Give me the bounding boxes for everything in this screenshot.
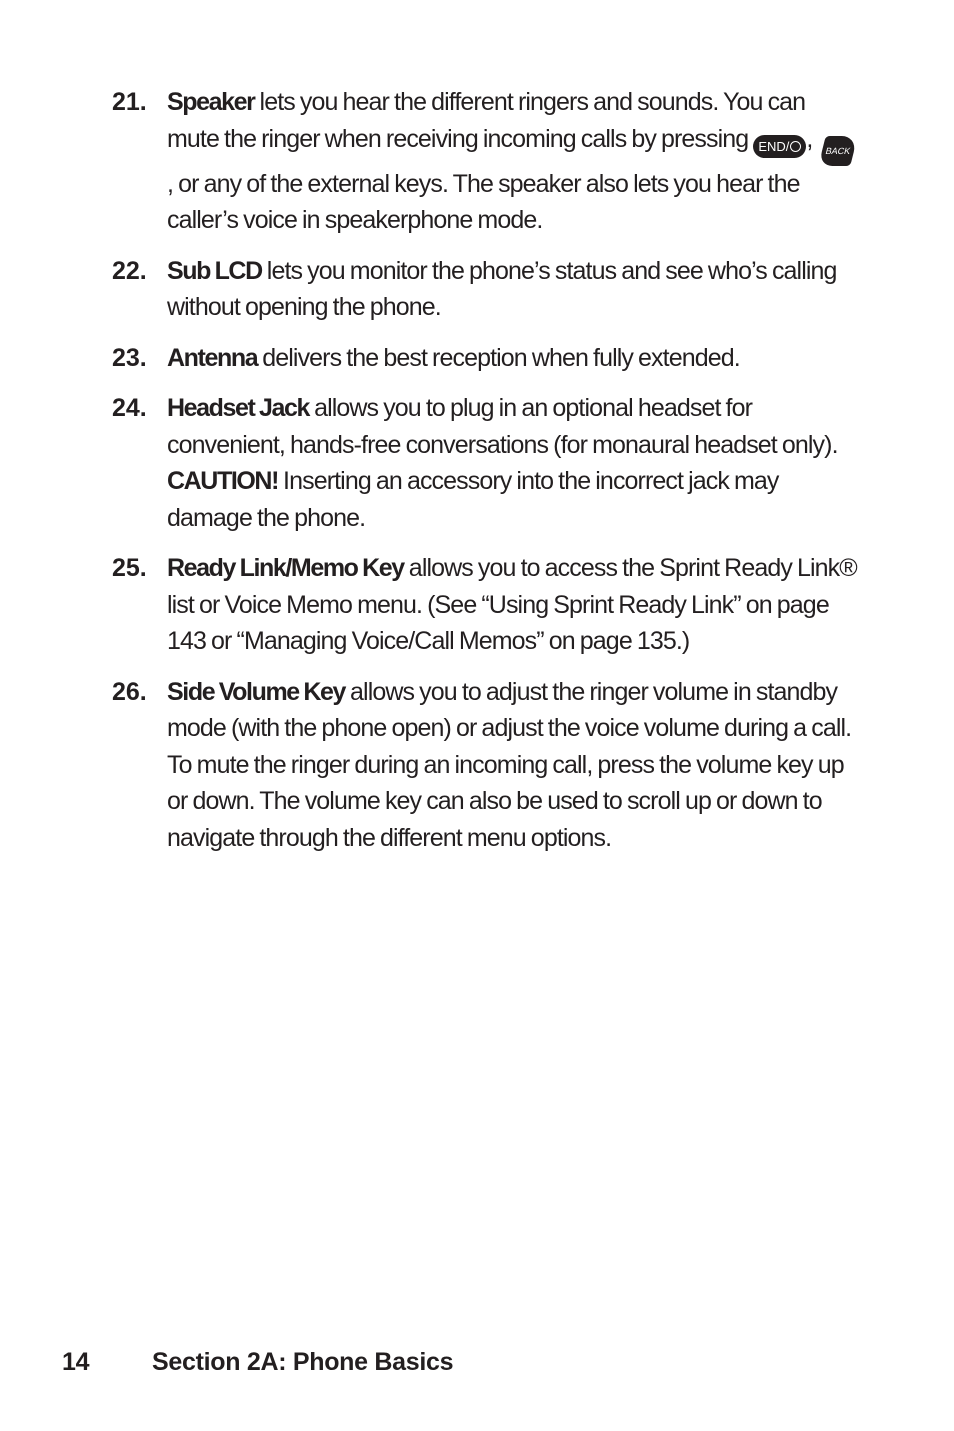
item-text-continued: , or any of the external keys. The speaker also lets you hear the caller’s voice in speakerphone mode.	[167, 169, 800, 234]
item-text: allows you to access the Sprint Ready Link® list or Voice Memo menu. (See “Using Sprint Ready Link” on page 143 or “Managing Voice/Call Memos” on page 135.)	[167, 554, 857, 655]
item-term: Side Volume Key	[167, 677, 345, 706]
list-item-24	[112, 390, 860, 536]
page-number: 14	[62, 1348, 90, 1376]
item-number: 21.	[112, 88, 147, 116]
item-term: Headset Jack	[167, 394, 310, 422]
item-term: Antenna	[167, 343, 258, 372]
list-item-25	[112, 550, 860, 660]
list-item-26	[112, 674, 860, 857]
item-number: 24.	[112, 394, 147, 422]
item-term: Ready Link/Memo Key	[167, 554, 404, 582]
item-text-continued: Inserting an accessory into the incorrect jack may damage the phone.	[167, 467, 779, 532]
item-number: 26.	[112, 677, 147, 706]
list-item-21	[112, 84, 860, 239]
section-title: Section 2A: Phone Basics	[152, 1348, 454, 1376]
power-symbol-icon	[790, 141, 801, 152]
item-number: 22.	[112, 256, 147, 285]
item-text: allows you to plug in an optional headset for convenient, hands-free conversations (for monaural headset only).	[167, 394, 838, 459]
item-text: allows you to adjust the ringer volume in standby mode (with the phone open) or adjust the voice volume during a call. To mute the ringer during an incoming call, press the volume key up or down. The volume key can also be used to scroll up or down to navigate through the different menu options.	[167, 677, 852, 852]
item-number: 25.	[112, 554, 147, 582]
back-key-label: BACK	[824, 145, 852, 156]
item-text: delivers the best reception when fully extended.	[257, 343, 740, 372]
item-term: Sub LCD	[167, 256, 262, 285]
list-item-23	[112, 340, 860, 377]
numbered-list	[112, 84, 860, 870]
page-footer	[62, 1348, 453, 1377]
item-text: lets you hear the different ringers and sounds. You can mute the ringer when receiving incoming calls by pressing	[167, 88, 806, 153]
item-number: 23.	[112, 343, 147, 372]
end-power-key-icon	[753, 135, 806, 158]
list-item-22	[112, 253, 860, 326]
end-key-label: END/	[758, 138, 790, 154]
back-key-icon	[819, 136, 858, 166]
item-text: lets you monitor the phone’s status and see who’s calling without opening the phone.	[167, 256, 837, 321]
caution-label: CAUTION!	[167, 467, 279, 495]
item-term: Speaker	[167, 88, 255, 116]
item-separator: ,	[806, 124, 813, 153]
